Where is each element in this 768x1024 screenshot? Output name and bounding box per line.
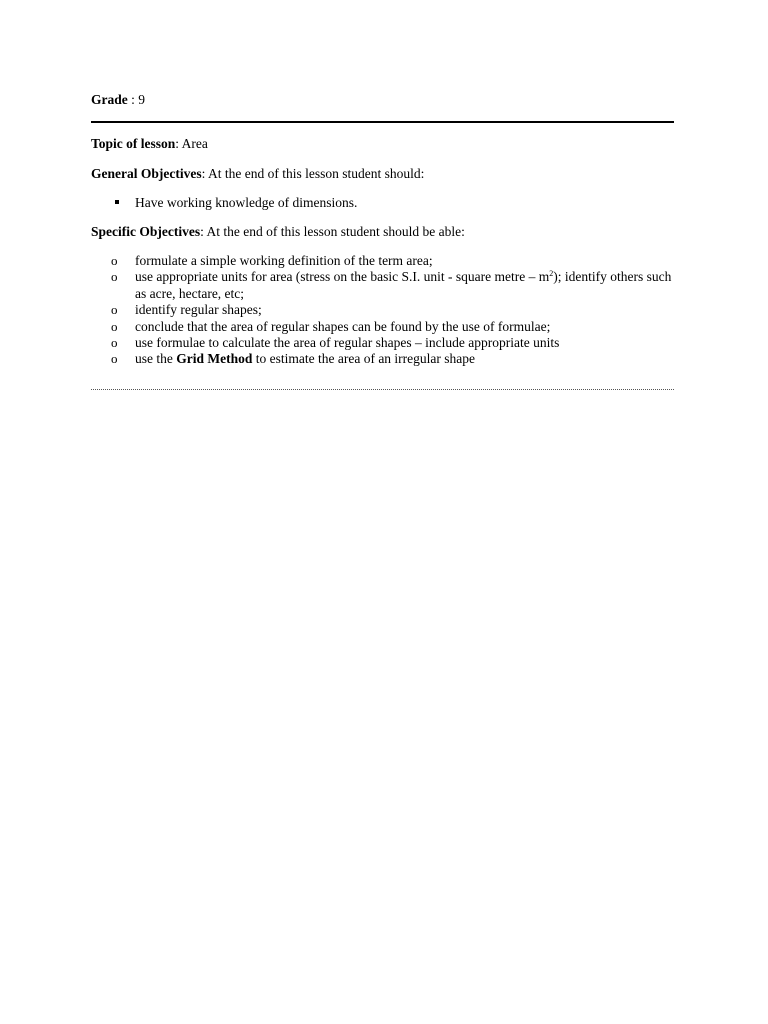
list-item (91, 302, 674, 318)
specific-objectives-list (91, 253, 674, 368)
section-divider-dotted (91, 389, 674, 390)
list-item (91, 319, 674, 335)
grade-label: Grade (91, 92, 128, 107)
circle-bullet-icon: o (111, 351, 118, 367)
general-objectives-text: : At the end of this lesson student should: (201, 166, 425, 181)
objective-text: use formulae to calculate the area of regular shapes – include appropriate units (135, 335, 560, 351)
objective-text-tail: to estimate the area of an irregular shape (252, 351, 476, 367)
specific-objectives-label: Specific Objectives (91, 224, 201, 239)
superscript-two: 2 (549, 269, 554, 279)
circle-bullet-icon: o (111, 253, 118, 268)
list-item (91, 269, 674, 302)
grade-separator: : (127, 92, 139, 107)
specific-objectives-heading (91, 223, 465, 240)
general-objectives-heading (91, 165, 424, 182)
objective-text: identify regular shapes; (135, 302, 262, 318)
header-divider (91, 121, 674, 123)
grid-method-term: Grid Method (176, 351, 253, 367)
general-objectives-label: General Objectives (91, 166, 202, 181)
circle-bullet-icon: o (111, 269, 118, 285)
topic-label: Topic of lesson (91, 136, 176, 151)
objective-text: formulate a simple working definition of the term area; (135, 253, 433, 268)
topic-line (91, 135, 208, 152)
topic-value: Area (181, 136, 208, 151)
list-item (91, 253, 674, 269)
grade-value: 9 (138, 92, 146, 107)
list-item (91, 351, 674, 367)
objective-text: use the (135, 351, 177, 367)
list-item (91, 335, 674, 351)
general-objective-text: Have working knowledge of dimensions. (135, 195, 358, 210)
list-item (91, 194, 357, 211)
square-bullet-icon (115, 200, 119, 204)
objective-text: use appropriate units for area (stress on the basic S.I. unit - square metre – m (135, 269, 550, 285)
objective-text: conclude that the area of regular shapes can be found by the use of formulae; (135, 318, 551, 334)
topic-separator: : (175, 136, 182, 151)
general-objectives-list (91, 194, 357, 211)
circle-bullet-icon: o (111, 335, 118, 351)
circle-bullet-icon: o (111, 302, 118, 318)
grade-line (91, 91, 145, 108)
specific-objectives-text: : At the end of this lesson student should be able: (200, 224, 465, 239)
objective-text-tail: ); identify others such as acre, hectare, etc; (135, 269, 672, 301)
circle-bullet-icon: o (111, 318, 118, 334)
